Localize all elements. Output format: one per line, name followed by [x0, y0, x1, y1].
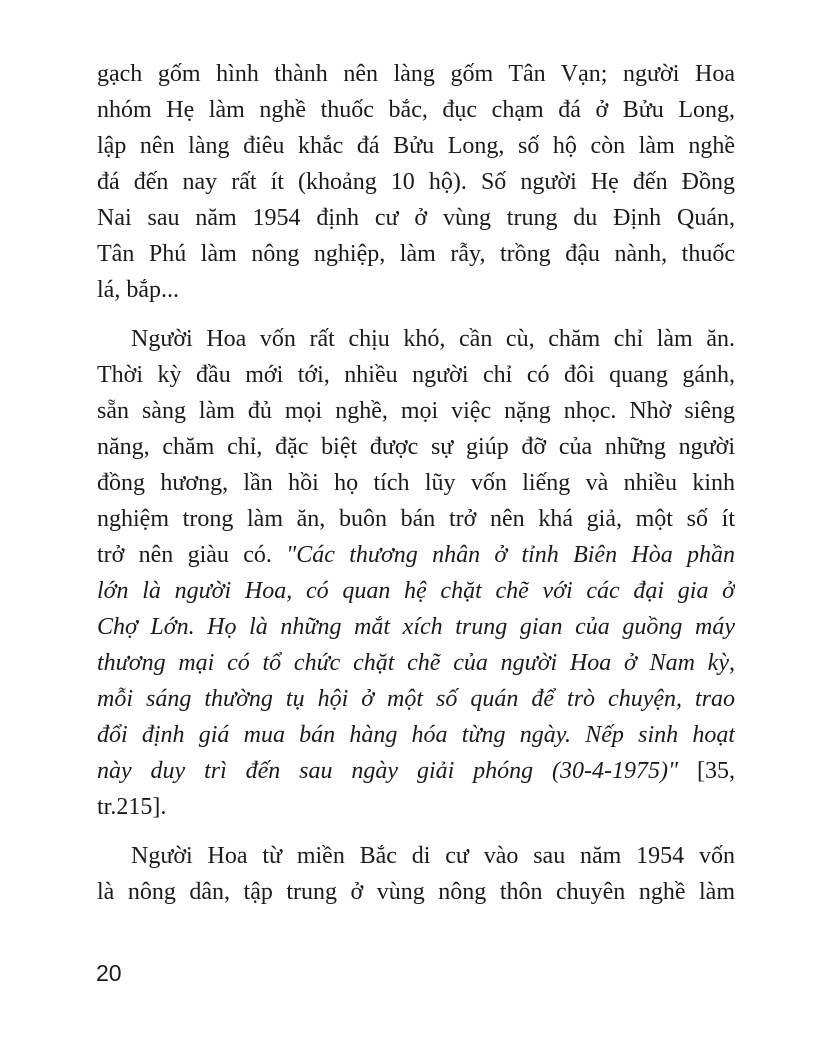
quoted-text: Chợ Lớn. Họ là những mắt xích trung gian của guồng máy	[97, 614, 735, 640]
text-line	[97, 717, 735, 753]
text-line	[97, 645, 735, 681]
text-line	[97, 465, 735, 501]
page-body	[97, 56, 735, 910]
text-line	[97, 272, 735, 308]
page-number: 20	[96, 960, 122, 986]
text-line	[97, 537, 735, 573]
text-line	[97, 357, 735, 393]
text-line	[97, 236, 735, 272]
text-line	[97, 200, 735, 236]
body-text: nhóm Hẹ làm nghề thuốc bắc, đục chạm đá ở Bửu Long,	[97, 97, 735, 123]
body-text: năng, chăm chỉ, đặc biệt được sự giúp đỡ của những người	[97, 434, 735, 460]
body-text: Người Hoa từ miền Bắc di cư vào sau năm 1954 vốn	[131, 843, 735, 869]
text-line	[97, 501, 735, 537]
body-text: là nông dân, tập trung ở vùng nông thôn chuyên nghề làm	[97, 879, 735, 905]
text-line	[97, 164, 735, 200]
text-line	[97, 573, 735, 609]
quoted-text: lớn là người Hoa, có quan hệ chặt chẽ với các đại gia ở	[97, 578, 735, 604]
body-text: tr.215].	[97, 794, 167, 820]
quoted-text: này duy trì đến sau ngày giải phóng (30-4-1975)"	[97, 758, 679, 784]
text-line	[97, 393, 735, 429]
body-text: [35,	[678, 758, 735, 784]
body-text: lá, bắp...	[97, 277, 179, 303]
text-line	[97, 321, 735, 357]
body-text: Tân Phú làm nông nghiệp, làm rẫy, trồng đậu nành, thuốc	[97, 241, 735, 267]
quoted-text: đổi định giá mua bán hàng hóa từng ngày. Nếp sinh hoạt	[97, 722, 735, 748]
text-line	[97, 681, 735, 717]
body-text: nghiệm trong làm ăn, buôn bán trở nên khá giả, một số ít	[97, 506, 735, 532]
quoted-text: thương mại có tổ chức chặt chẽ của người Hoa ở Nam kỳ,	[97, 650, 735, 676]
body-text: trở nên giàu có.	[97, 542, 287, 568]
text-line	[97, 429, 735, 465]
body-text: đồng hương, lần hồi họ tích lũy vốn liếng và nhiều kinh	[97, 470, 735, 496]
text-line	[97, 753, 735, 789]
text-line	[97, 92, 735, 128]
body-text: Người Hoa vốn rất chịu khó, cần cù, chăm chỉ làm ăn.	[131, 326, 735, 352]
quoted-text: "Các thương nhân ở tỉnh Biên Hòa phần	[286, 542, 735, 568]
text-line	[97, 609, 735, 645]
body-text: gạch gốm hình thành nên làng gốm Tân Vạn; người Hoa	[97, 61, 735, 87]
body-text: Nai sau năm 1954 định cư ở vùng trung du Định Quán,	[97, 205, 735, 231]
paragraph	[97, 838, 735, 910]
text-line	[97, 56, 735, 92]
text-line	[97, 128, 735, 164]
paragraph	[97, 56, 735, 308]
text-line	[97, 789, 735, 825]
body-text: sẵn sàng làm đủ mọi nghề, mọi việc nặng nhọc. Nhờ siêng	[97, 398, 735, 424]
body-text: đá đến nay rất ít (khoảng 10 hộ). Số người Hẹ đến Đồng	[97, 169, 735, 195]
body-text: lập nên làng điêu khắc đá Bửu Long, số hộ còn làm nghề	[97, 133, 735, 159]
text-line	[97, 838, 735, 874]
text-line	[97, 874, 735, 910]
body-text: Thời kỳ đầu mới tới, nhiều người chỉ có đôi quang gánh,	[97, 362, 735, 388]
paragraph	[97, 321, 735, 825]
quoted-text: mỗi sáng thường tụ hội ở một số quán để trò chuyện, trao	[97, 686, 735, 712]
